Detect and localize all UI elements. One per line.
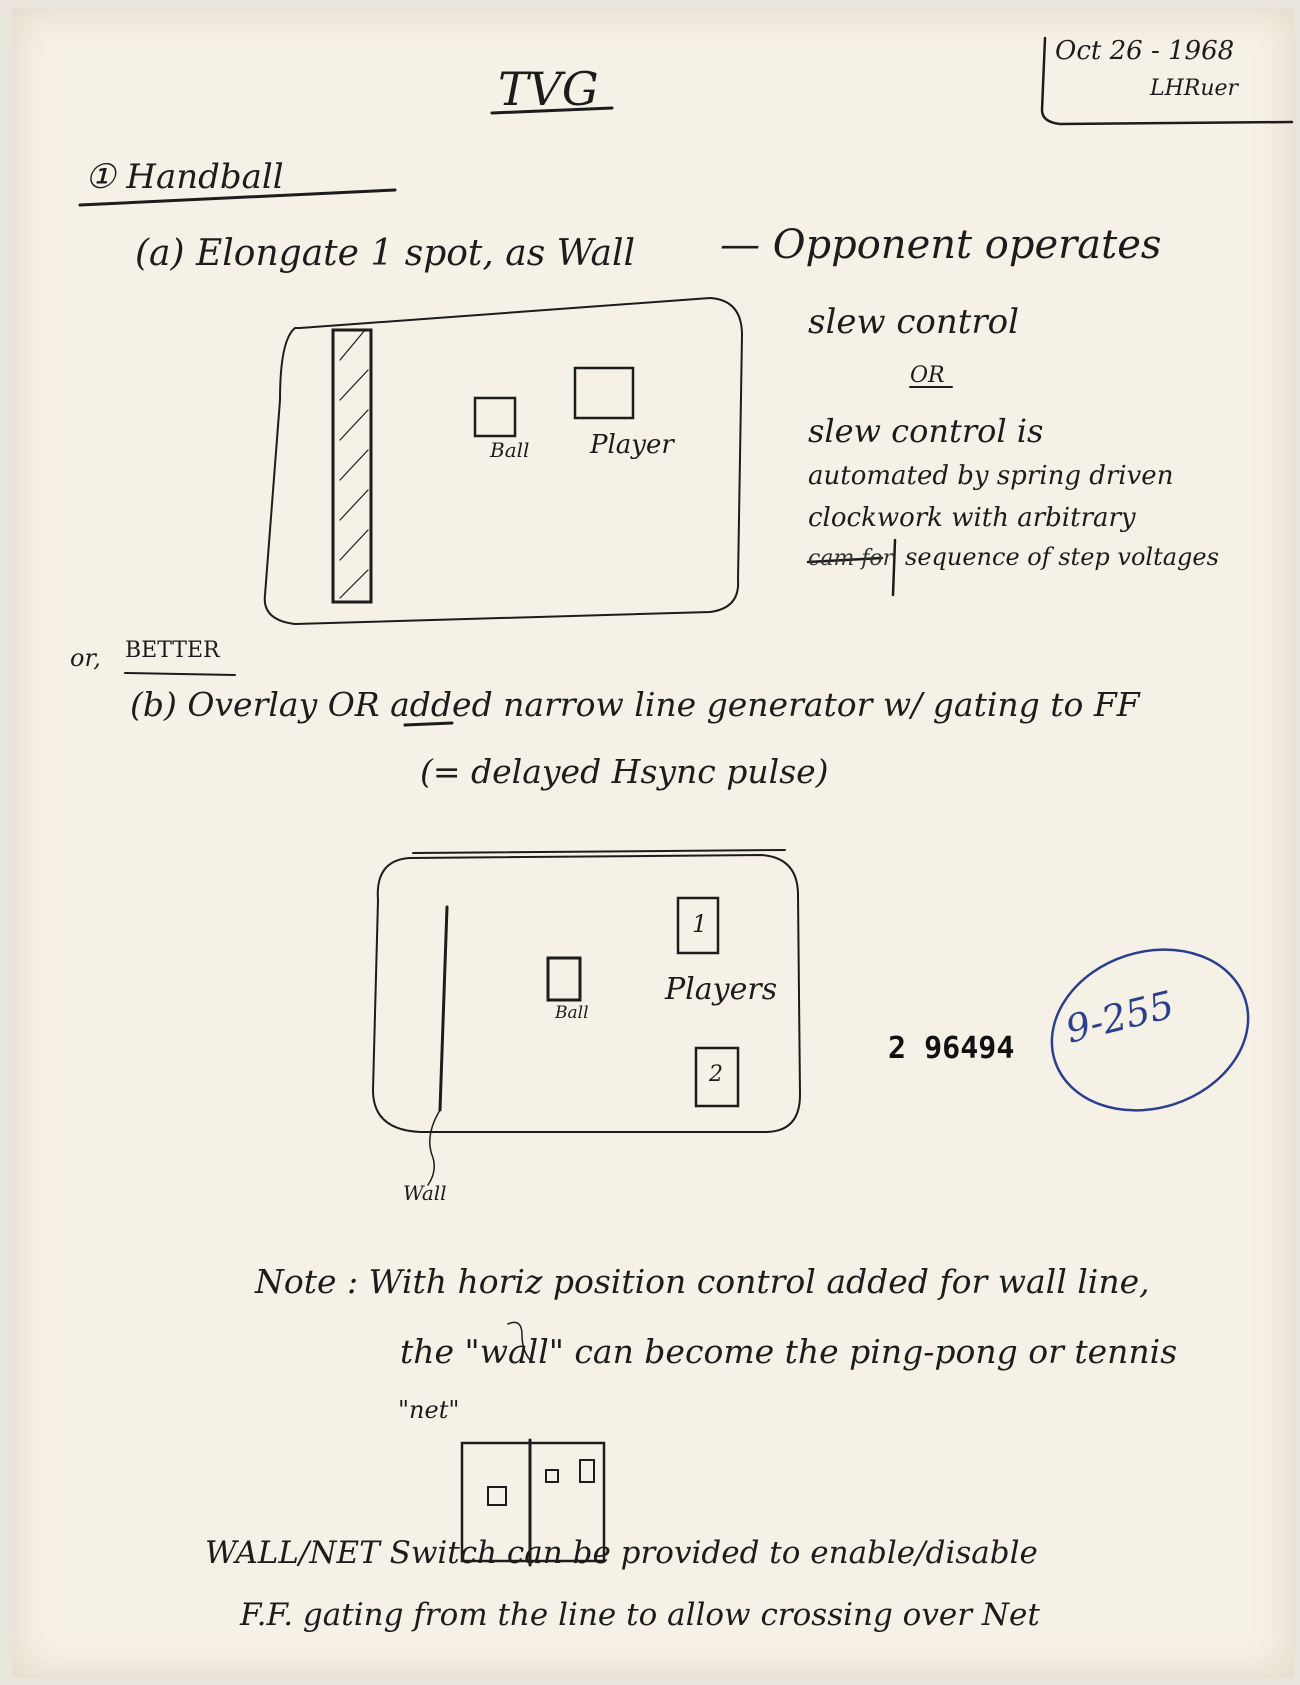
section-heading: ① Handball [85,157,284,197]
note-line-1: Note : With horiz position control added for wall line, [255,1262,1150,1301]
author-initials: LHRuer [1150,76,1239,101]
player2-label: 2 [709,1062,723,1087]
slew-line-1: slew control [808,302,1020,342]
slew-line-5: sequence of step voltages [905,543,1219,571]
or-prefix: or, [70,644,101,672]
dash-note: — Opponent operates [720,222,1162,268]
item-b-sub: (= delayed Hsync pulse) [420,752,829,791]
player1-label: 1 [692,910,708,938]
net-label: "net" [398,1396,460,1424]
date-note: Oct 26 - 1968 [1055,36,1235,66]
ball-label-a: Ball [490,438,530,462]
player-label-a: Player [590,430,674,460]
better-label: BETTER [125,638,220,663]
or-label: OR [910,363,945,388]
circled-ref: 9-255 [1061,982,1179,1052]
slew-line-2: slew control is [808,412,1044,450]
footer-line-2: F.F. gating from the line to allow crossing over Net [240,1597,1040,1633]
slew-line-4: clockwork with arbitrary [808,503,1136,533]
item-b: (b) Overlay OR added narrow line generator w/ gating to FF [130,685,1140,724]
document-title: TVG [498,62,599,116]
slew-line-3: automated by spring driven [808,461,1174,491]
note-line-2: the "wall" can become the ping-pong or tennis [400,1332,1178,1371]
item-a: (a) Elongate 1 spot, as Wall [135,233,636,274]
players-label: Players [665,972,778,1007]
footer-line-1: WALL/NET Switch can be provided to enable/disable [205,1535,1038,1571]
ball-label-b: Ball [555,1003,589,1023]
slew-line-5-strike: cam for [808,546,894,571]
wall-label-b: Wall [403,1181,447,1205]
stamped-number: 2 96494 [888,1031,1015,1066]
